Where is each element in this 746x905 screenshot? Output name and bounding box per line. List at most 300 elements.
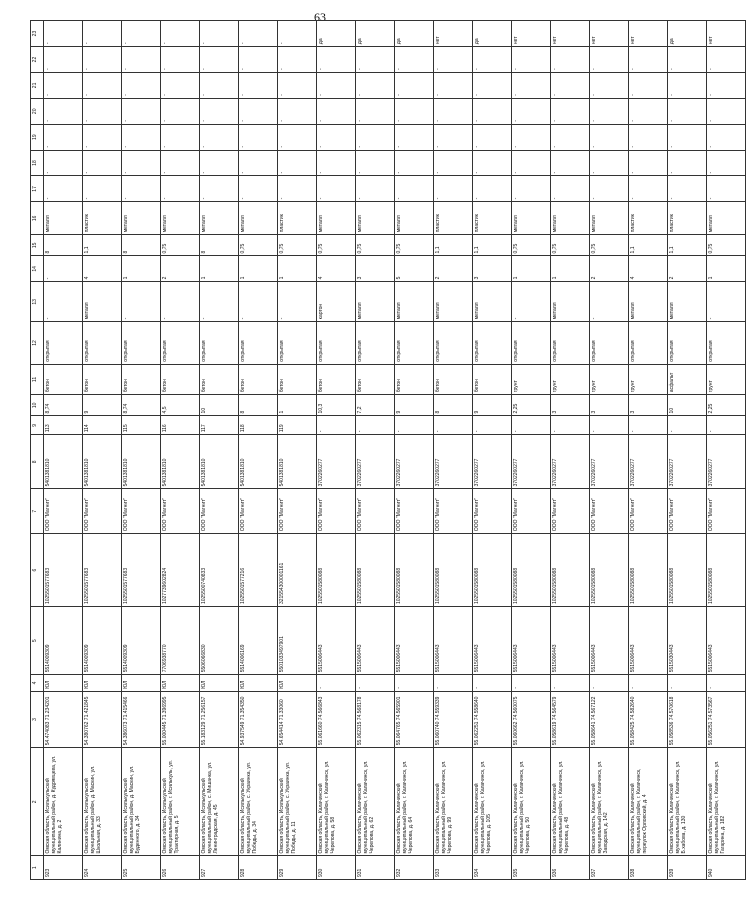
table-cell: 3702260277 (551, 435, 590, 489)
table-cell: 3702260277 (317, 435, 356, 489)
column-header: 16 (31, 202, 44, 235)
table-cell: ООО "Магнит" (200, 489, 239, 534)
table-cell: 5514006169 (239, 607, 278, 675)
table-cell: - (278, 124, 317, 150)
column-header: 11 (31, 364, 44, 395)
table-cell: 5501033497901 (278, 607, 317, 675)
column-header: 21 (31, 72, 44, 98)
table-cell: - (707, 282, 746, 322)
table-cell: - (317, 176, 356, 202)
table-cell: - (590, 124, 629, 150)
table-cell: металл (473, 282, 512, 322)
table-cell: 8 (200, 235, 239, 256)
table-cell: пластик (473, 202, 512, 235)
table-cell: - (200, 98, 239, 124)
column-header: 1 (31, 856, 44, 880)
table-cell: Омская область, Калачинский муниципальный район, г. Калачинск, ул. Гагарина, д. 182 (707, 748, 746, 856)
table-cell: 1 (200, 256, 239, 282)
table-cell: 118 (239, 416, 278, 435)
table-cell: - (395, 675, 434, 691)
table-cell: металл (44, 202, 83, 235)
table-cell: - (551, 176, 590, 202)
table-cell: - (668, 72, 707, 98)
table-cell: - (473, 47, 512, 73)
table-row (629, 21, 668, 880)
table-cell: грунт (590, 364, 629, 395)
table-cell: - (161, 98, 200, 124)
table-cell: 939 (668, 856, 707, 880)
table-cell: металл (200, 202, 239, 235)
table-cell: ООО "Магнит" (512, 489, 551, 534)
table-cell: - (317, 72, 356, 98)
table-cell: 55.000445 71.396995 (161, 691, 200, 747)
column-header: 22 (31, 47, 44, 73)
table-cell: 5515006443 (629, 607, 668, 675)
table-cell: 1 (122, 256, 161, 282)
table-cell: - (122, 176, 161, 202)
table-cell: 1 (278, 256, 317, 282)
table-cell: 1 (278, 395, 317, 416)
table-cell: 1025500740833 (200, 534, 239, 607)
table-cell: металл (356, 282, 395, 322)
table-cell: пластик (434, 202, 473, 235)
table-cell: - (590, 675, 629, 691)
table-cell: Омская область, Калачинский муниципальный район, г. Калачинск, ул. Черепова, д. 62 (356, 748, 395, 856)
table-cell: - (434, 47, 473, 73)
table-cell: - (629, 47, 668, 73)
table-cell: ООО "Магнит" (434, 489, 473, 534)
column-header: 14 (31, 256, 44, 282)
table-cell: - (473, 416, 512, 435)
table-cell: 2,25 (707, 395, 746, 416)
table-cell: - (395, 124, 434, 150)
table-cell: Омская область, Исилькульский муниципальный район, с. Мишанка, ул. Ленинградская, д. 45 (200, 748, 239, 856)
table-cell: 54.386073 71.415466 (122, 691, 161, 747)
table-cell: Омская область, Исилькульский муниципальный район, с. Украинка, ул. Победы, д. 34 (239, 748, 278, 856)
table-cell: ООО "Магнит" (83, 489, 122, 534)
table-cell: 5401381810 (278, 435, 317, 489)
table-cell: - (434, 72, 473, 98)
table-cell: Омская область, Калачинский муниципальный район, г. Калачинск, ул. Черепова, д. 50 (512, 748, 551, 856)
table-cell: - (668, 675, 707, 691)
table-cell: - (239, 176, 278, 202)
table-cell: грунт (629, 364, 668, 395)
table-cell: бетон (83, 364, 122, 395)
table-cell: - (239, 150, 278, 176)
table-cell: - (551, 675, 590, 691)
table-cell: открытая (434, 322, 473, 364)
table-cell: ООО "Магнит" (161, 489, 200, 534)
table-cell: 117 (200, 416, 239, 435)
table-cell: 5401381810 (122, 435, 161, 489)
table-cell: открытая (200, 322, 239, 364)
table-cell: 55.183129 71.256157 (200, 691, 239, 747)
table-cell: 3702260277 (590, 435, 629, 489)
table-cell: 9 (83, 395, 122, 416)
table-cell: - (200, 176, 239, 202)
table-cell: открытая (512, 322, 551, 364)
table-cell: нет (434, 21, 473, 47)
table-cell: - (512, 675, 551, 691)
table-cell: 1025501580088 (473, 534, 512, 607)
table-cell: 55.062315 74.568178 (356, 691, 395, 747)
table-cell: - (317, 124, 356, 150)
table-cell: 938 (629, 856, 668, 880)
table-cell: ООО "Магнит" (707, 489, 746, 534)
table-cell: - (707, 150, 746, 176)
table-cell: 1025501580088 (707, 534, 746, 607)
table-cell: 0,75 (395, 235, 434, 256)
table-cell: 5515006443 (707, 607, 746, 675)
table-cell: металл (512, 202, 551, 235)
table-cell: - (590, 47, 629, 73)
table-cell: 0,75 (356, 235, 395, 256)
table-cell: - (278, 176, 317, 202)
column-header: 7 (31, 489, 44, 534)
table-cell: открытая (83, 322, 122, 364)
table-cell: - (473, 675, 512, 691)
table-cell: 5514009309 (44, 607, 83, 675)
table-cell: - (395, 150, 434, 176)
table-cell: бетон (239, 364, 278, 395)
table-cell: ООО "Магнит" (317, 489, 356, 534)
table-cell: - (590, 282, 629, 322)
table-cell: 4 (317, 256, 356, 282)
table-row (707, 21, 746, 880)
table-cell: - (668, 47, 707, 73)
table-cell: 3 (629, 395, 668, 416)
table-cell: ООО "Магнит" (551, 489, 590, 534)
table-cell: пластик (278, 202, 317, 235)
table-cell: 113 (44, 416, 83, 435)
table-cell: - (590, 98, 629, 124)
table-cell: 5514009309 (122, 607, 161, 675)
table-cell: 5515006443 (395, 607, 434, 675)
table-cell: - (44, 176, 83, 202)
table-cell: 5515006443 (512, 607, 551, 675)
table-cell: ЮЛ (161, 675, 200, 691)
table-cell: 935 (512, 856, 551, 880)
table-cell: 2 (590, 256, 629, 282)
table-cell: 3702260277 (434, 435, 473, 489)
table-cell: - (356, 47, 395, 73)
table-cell: да (317, 21, 356, 47)
table-cell: 1025501580088 (434, 534, 473, 607)
table-cell: - (122, 150, 161, 176)
table-cell: 937 (590, 856, 629, 880)
table-cell: 1,1 (83, 235, 122, 256)
table-cell: - (590, 416, 629, 435)
table-cell: - (83, 150, 122, 176)
table-cell: - (83, 72, 122, 98)
table-cell: нет (512, 21, 551, 47)
table-row (668, 21, 707, 880)
table-cell: - (668, 98, 707, 124)
table-cell: 936 (551, 856, 590, 880)
table-cell: бетон (356, 364, 395, 395)
table-cell: 119 (278, 416, 317, 435)
table-cell: - (317, 416, 356, 435)
table-cell: 55.061660 74.566843 (317, 691, 356, 747)
table-cell: пластик (83, 202, 122, 235)
table-cell: бетон (161, 364, 200, 395)
table-cell: 5515006443 (551, 607, 590, 675)
table-cell: 5515006443 (317, 607, 356, 675)
table-cell: открытая (590, 322, 629, 364)
table-row (512, 21, 551, 880)
table-cell: да (473, 21, 512, 47)
table-row (473, 21, 512, 880)
table-cell: ЮЛ (239, 675, 278, 691)
table-cell: 54.654414 71.33060 (278, 691, 317, 747)
table-cell: - (707, 675, 746, 691)
table-cell: 54.474083 71.234201 (44, 691, 83, 747)
table-cell: - (434, 98, 473, 124)
table-cell: бетон (395, 364, 434, 395)
table-cell: 116 (161, 416, 200, 435)
table-cell: ЮЛ (200, 675, 239, 691)
table-cell: 54.937549 71.354350 (239, 691, 278, 747)
table-cell: - (629, 675, 668, 691)
table-cell: 2 (668, 256, 707, 282)
table-cell: - (473, 176, 512, 202)
table-cell: 1 (551, 256, 590, 282)
table-cell: - (551, 150, 590, 176)
table-cell: 4,5 (161, 395, 200, 416)
table-cell: 1,1 (473, 235, 512, 256)
table-cell: бетон (317, 364, 356, 395)
table-cell: 3 (551, 395, 590, 416)
table-cell: - (44, 47, 83, 73)
table-cell: - (161, 72, 200, 98)
table-cell: - (278, 21, 317, 47)
table-cell: 55.058425 74.582640 (629, 691, 668, 747)
table-cell: 0,75 (317, 235, 356, 256)
table-cell: 932 (395, 856, 434, 880)
table-cell: 2 (161, 256, 200, 282)
table-cell: Омская область, Исилькульский муниципальный район, д. Маскин, ул. Школьная, д. 33 (83, 748, 122, 856)
table-cell: - (161, 176, 200, 202)
page-number: 63 (314, 10, 326, 24)
table-row (83, 21, 122, 880)
column-header: 2 (31, 748, 44, 856)
table-cell: 1 (707, 256, 746, 282)
table-cell: - (356, 150, 395, 176)
table-cell: 55.058619 74.564579 (551, 691, 590, 747)
table-cell: металл (551, 282, 590, 322)
table-cell: - (512, 282, 551, 322)
table-cell: 5515006443 (434, 607, 473, 675)
table-cell: 0,75 (278, 235, 317, 256)
table-cell: ЮЛ (278, 675, 317, 691)
table-row (200, 21, 239, 880)
table-cell: открытая (707, 322, 746, 364)
table-cell: 5515006443 (590, 607, 629, 675)
table-cell: да (668, 21, 707, 47)
table-cell: бетон (434, 364, 473, 395)
table-cell: Омская область, Исилькульский муниципальный район, д. Кудрявцева, ул. Калинина, д. 2 (44, 748, 83, 856)
table-cell: 115 (122, 416, 161, 435)
table-cell: Омская область, Калачинский муниципальный район, г. Калачинск, ул. Черепова, д. 58 (317, 748, 356, 856)
table-cell: - (356, 124, 395, 150)
header-row (31, 21, 44, 880)
table-cell: 1025501577683 (83, 534, 122, 607)
table-cell: - (629, 98, 668, 124)
table-cell: - (668, 150, 707, 176)
table-cell: 5 (395, 256, 434, 282)
table-cell: - (551, 72, 590, 98)
table-cell: 3 (473, 256, 512, 282)
column-header: 3 (31, 691, 44, 747)
table-cell: - (629, 150, 668, 176)
table-cell: - (239, 98, 278, 124)
table-cell: 8,74 (44, 395, 83, 416)
table-cell: - (200, 47, 239, 73)
table-cell: грунт (707, 364, 746, 395)
table-cell: 1025501577216 (239, 534, 278, 607)
table-cell: 926 (161, 856, 200, 880)
table-cell: - (473, 150, 512, 176)
table-cell: - (44, 150, 83, 176)
table-cell: - (83, 47, 122, 73)
table-cell: металл (551, 202, 590, 235)
table-cell: 0,75 (551, 235, 590, 256)
table-cell: 5401381810 (44, 435, 83, 489)
table-cell: 114 (83, 416, 122, 435)
table-cell: 933 (434, 856, 473, 880)
table-cell: 1025501580088 (551, 534, 590, 607)
table-cell: - (707, 47, 746, 73)
table-cell: 1 (239, 256, 278, 282)
table-cell: 4 (629, 256, 668, 282)
table-cell: 0,75 (161, 235, 200, 256)
column-header: 4 (31, 675, 44, 691)
table-cell: открытая (278, 322, 317, 364)
column-header: 6 (31, 534, 44, 607)
table-cell: - (551, 124, 590, 150)
table-cell: 3702260277 (629, 435, 668, 489)
table-cell: - (473, 98, 512, 124)
table-row (278, 21, 317, 880)
table-cell: 1025501580088 (356, 534, 395, 607)
table-cell: - (122, 124, 161, 150)
table-cell: - (161, 21, 200, 47)
table-cell: - (356, 675, 395, 691)
table-cell: - (122, 72, 161, 98)
table-cell: металл (239, 202, 278, 235)
table-cell: ООО "Магнит" (590, 489, 629, 534)
table-cell: металл (317, 202, 356, 235)
column-header: 15 (31, 235, 44, 256)
table-cell: 55.060662 74.560075 (512, 691, 551, 747)
table-cell: - (200, 150, 239, 176)
table-cell: 10,3 (317, 395, 356, 416)
table-cell: - (239, 47, 278, 73)
column-header: 13 (31, 282, 44, 322)
table-row (395, 21, 434, 880)
table-cell: 1025501580088 (512, 534, 551, 607)
table-cell: ЮЛ (44, 675, 83, 691)
table-cell: - (590, 72, 629, 98)
table-cell: 1,1 (629, 235, 668, 256)
column-header: 5 (31, 607, 44, 675)
registry-table-container (30, 20, 726, 880)
table-cell: ООО "Магнит" (278, 489, 317, 534)
table-cell: 8 (122, 235, 161, 256)
table-cell: - (395, 416, 434, 435)
table-cell: 1 (512, 256, 551, 282)
table-cell: 5515030443 (668, 607, 707, 675)
table-cell: - (200, 282, 239, 322)
table-row (317, 21, 356, 880)
table-cell: ООО "Магнит" (44, 489, 83, 534)
table-cell: металл (590, 202, 629, 235)
table-cell: 7706938770 (161, 607, 200, 675)
table-cell: открытая (161, 322, 200, 364)
table-cell: - (44, 98, 83, 124)
table-row (434, 21, 473, 880)
table-cell: 3702260277 (395, 435, 434, 489)
table-cell: - (629, 72, 668, 98)
table-row (44, 21, 83, 880)
table-cell: 0,75 (707, 235, 746, 256)
column-header: 17 (31, 176, 44, 202)
table-cell: металл (122, 202, 161, 235)
table-cell: - (122, 47, 161, 73)
table-body (44, 21, 746, 880)
table-cell: - (395, 72, 434, 98)
table-cell: открытая (551, 322, 590, 364)
table-row (356, 21, 395, 880)
table-cell: асфальт (668, 364, 707, 395)
table-cell: металл (707, 202, 746, 235)
table-cell: 55.062251 74.558640 (473, 691, 512, 747)
table-cell: - (44, 282, 83, 322)
table-cell: 934 (473, 856, 512, 880)
table-cell: - (239, 72, 278, 98)
table-cell: - (629, 416, 668, 435)
registry-table (30, 20, 746, 880)
table-cell: - (122, 282, 161, 322)
table-cell: да (356, 21, 395, 47)
table-cell: бетон (200, 364, 239, 395)
table-cell: Омская область, Калачинский муниципальный район, г. Калачинск, ул. Заводская, д. 142 (590, 748, 629, 856)
table-cell: бетон (278, 364, 317, 395)
table-cell: - (395, 98, 434, 124)
table-row (122, 21, 161, 880)
table-cell: - (161, 282, 200, 322)
table-cell: 10 (200, 395, 239, 416)
table-cell: ООО "Магнит" (239, 489, 278, 534)
table-cell: - (200, 72, 239, 98)
table-cell: картон (317, 282, 356, 322)
table-cell: - (161, 124, 200, 150)
table-cell: - (83, 176, 122, 202)
table-cell: - (434, 124, 473, 150)
table-cell: - (668, 176, 707, 202)
table-cell: 1025501577683 (44, 534, 83, 607)
table-cell: - (395, 47, 434, 73)
table-cell: 55.058536 74.570618 (668, 691, 707, 747)
table-cell: - (629, 176, 668, 202)
table-cell: ООО "Магнит" (356, 489, 395, 534)
table-cell: открытая (317, 322, 356, 364)
table-cell: 9 (473, 395, 512, 416)
table-cell: - (356, 416, 395, 435)
table-cell: 54.380762 71.421845 (83, 691, 122, 747)
table-cell: - (707, 72, 746, 98)
column-header: 23 (31, 21, 44, 47)
